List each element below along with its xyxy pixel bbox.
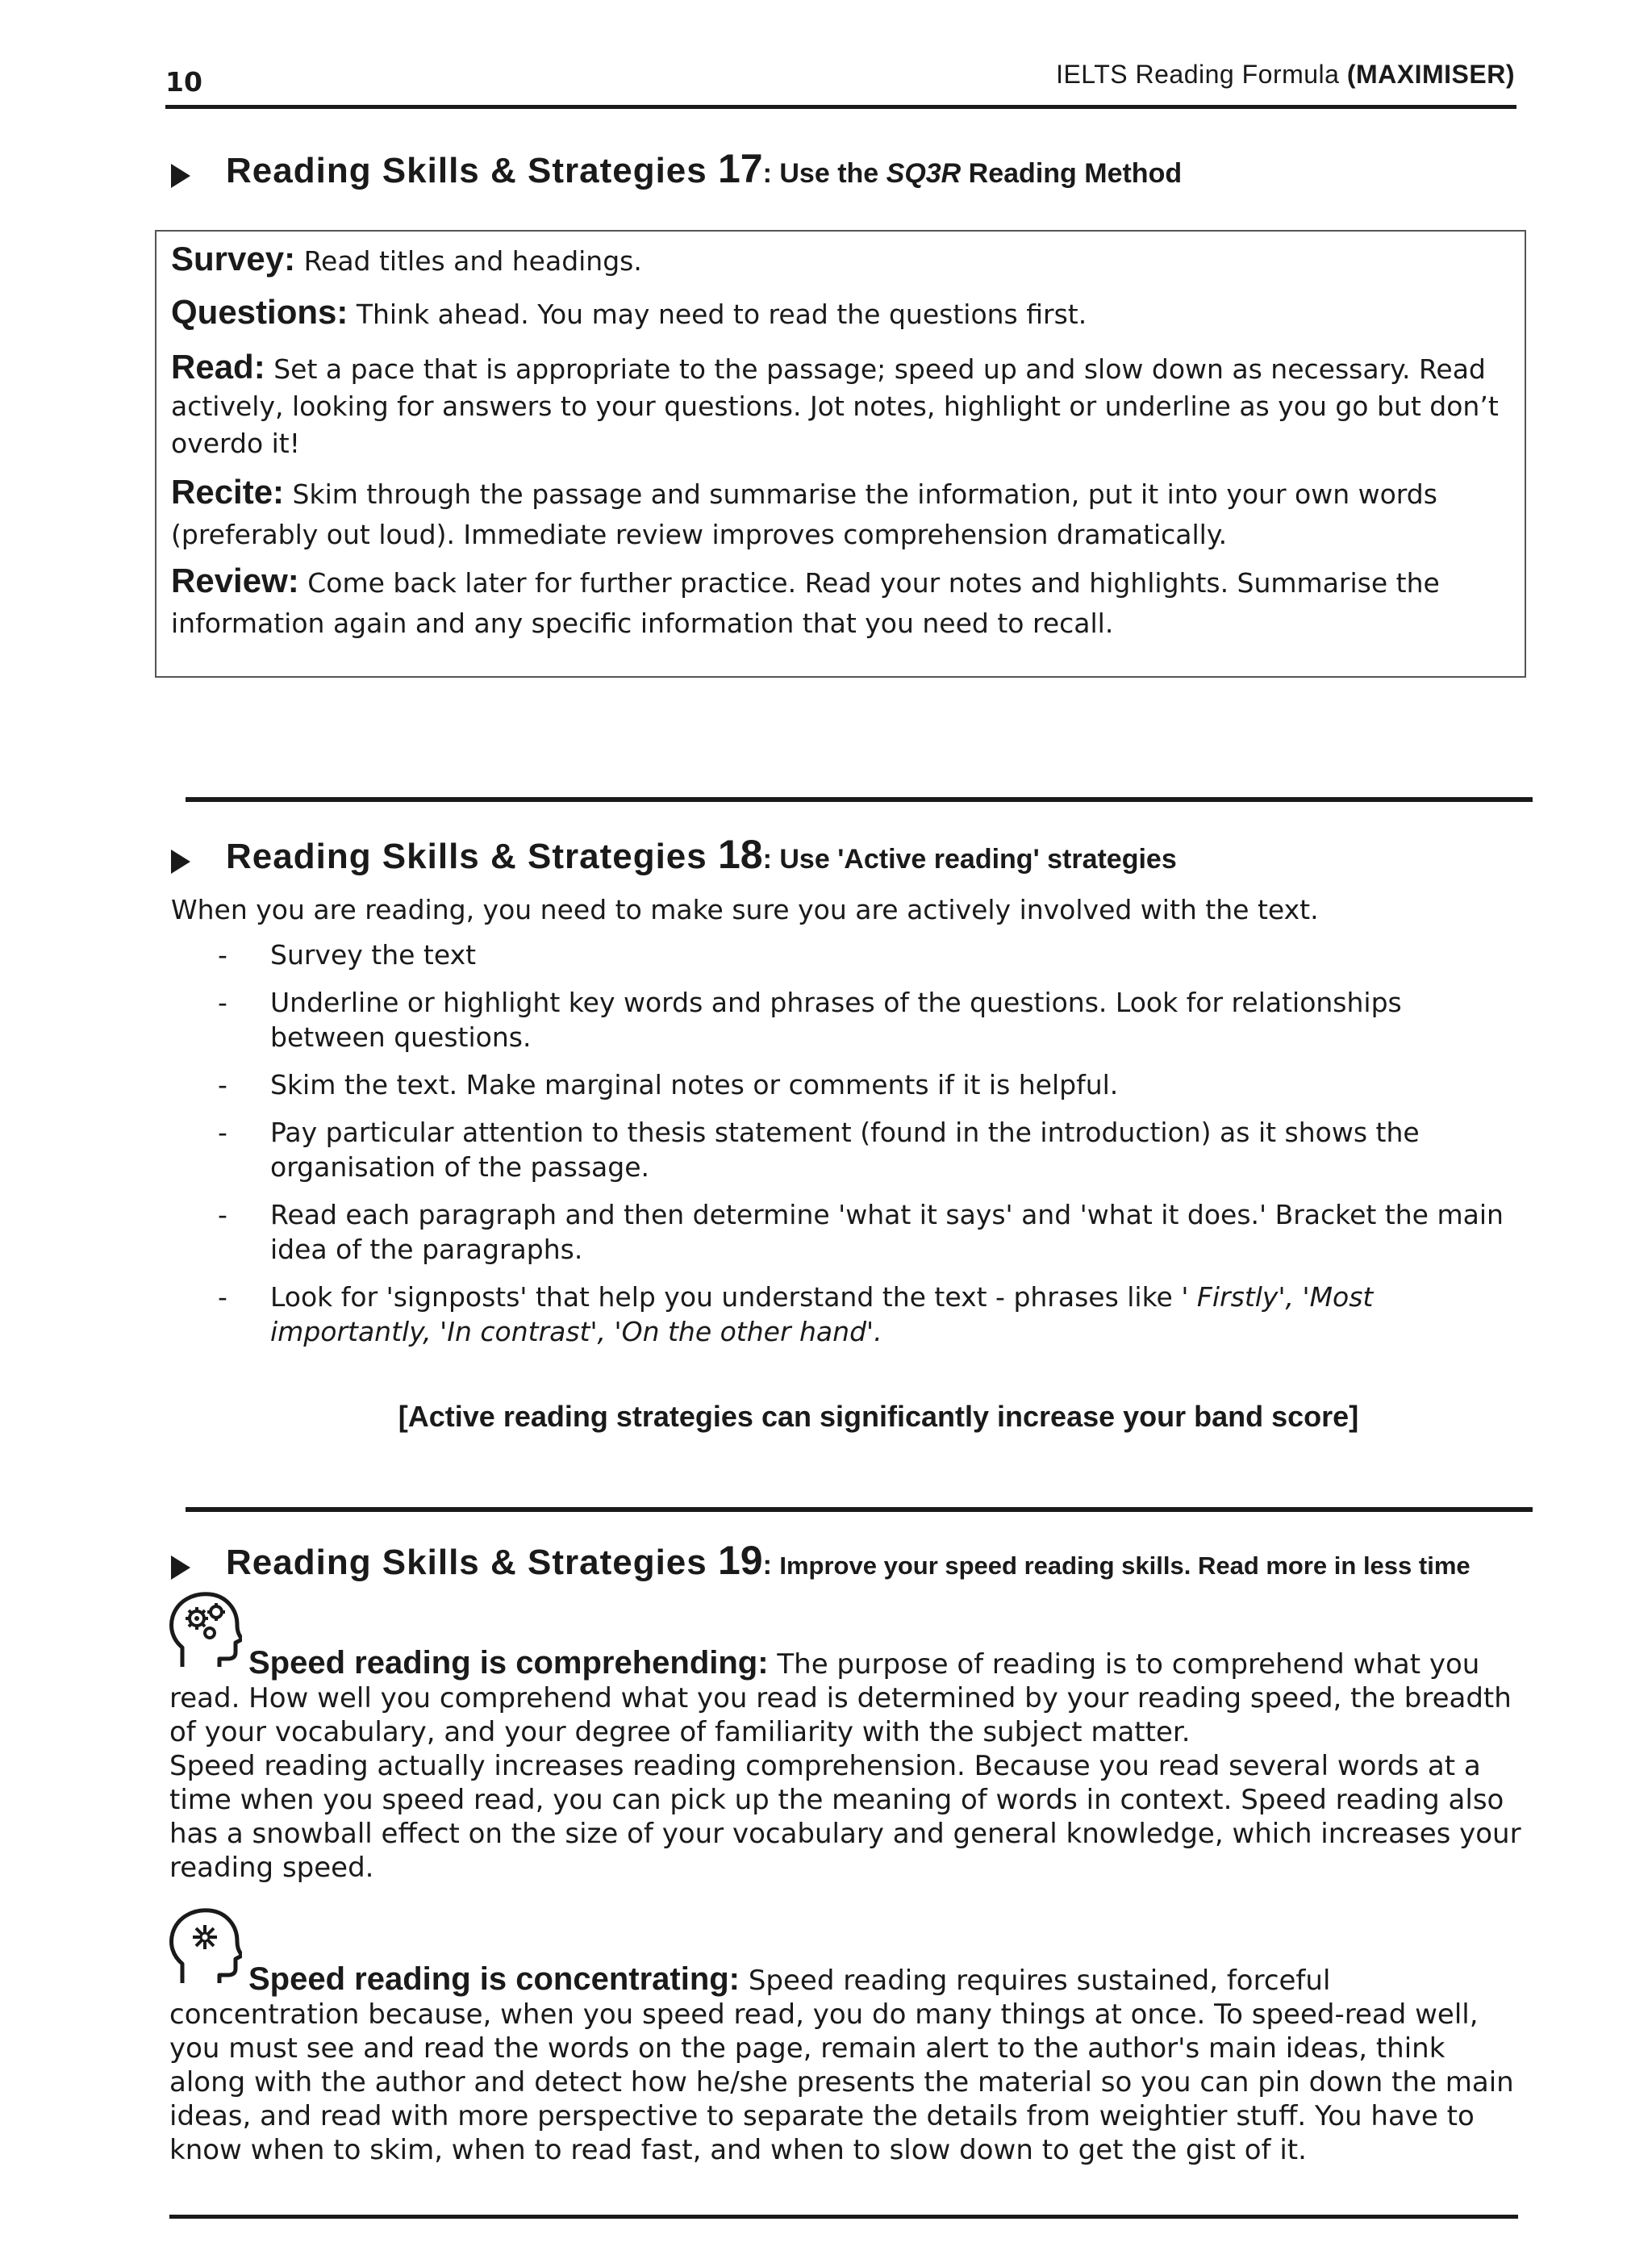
sq3r-read (171, 349, 1518, 462)
survey-label: Survey: (171, 240, 296, 278)
section-19-heading (171, 1537, 1471, 1584)
list-item: - Pay particular attention to thesis statement (found in the introduction) as it shows the organisation of the passage. (218, 1117, 1420, 1183)
heading-colon: : (762, 158, 780, 189)
running-title-bold: (MAXIMISER) (1346, 60, 1515, 89)
recite-text: Skim through the passage and summarise the information, put it into your own words (preferably out loud). Immediate review improves comprehension dramatically. (171, 478, 1437, 550)
list-item-text: Look for 'signposts' that help you understand the text - phrases like (270, 1281, 1182, 1313)
page-number: 10 (165, 66, 202, 98)
questions-label: Questions: (171, 293, 348, 331)
arrow-icon (171, 1556, 190, 1580)
speed-concentrating-paragraph (169, 1962, 1525, 2167)
review-text: Come back later for further practice. Read your notes and highlights. Summarise the information again and any specific information that you need to recall. (171, 567, 1440, 639)
list-item-italic: ' Firstly', 'Most importantly, 'In contrast', 'On the other hand'. (270, 1281, 1374, 1347)
sq3r-survey (171, 241, 1518, 279)
list-item: - Underline or highlight key words and phrases of the questions. Look for relationships between questions. (218, 987, 1402, 1053)
heading-sub: Use the (779, 158, 886, 189)
list-item-text: Underline or highlight key words and phrases of the questions. Look for relationships between questions. (270, 987, 1402, 1053)
running-title (1056, 60, 1515, 90)
strategy-list (214, 937, 1521, 1362)
heading-sub-italic: SQ3R (886, 158, 962, 189)
sq3r-review (171, 561, 1518, 644)
recite-label: Recite: (171, 473, 285, 511)
heading-colon: : (762, 844, 780, 875)
callout-note: [Active reading strategies can significantly increase your band score] (398, 1400, 1359, 1433)
survey-text: Read titles and headings. (295, 245, 642, 277)
read-label: Read: (171, 348, 265, 386)
para-text-2: Speed reading actually increases reading comprehension. Because you read several words at a time when you speed read, you can pick up the meaning of words in context. Speed reading also has a snowball effect on the size of your vocabulary and general knowledge, which increases your reading speed. (169, 1750, 1521, 1884)
para-text: The purpose of reading is to comprehend what you read. How well you comprehend what you read is determined by your reading speed, the breadth of your vocabulary, and your degree of familiarity with the subject matter. (169, 1648, 1512, 1748)
section-18-intro: When you are reading, you need to make sure you are actively involved with the text. (171, 894, 1319, 925)
list-item-text: Skim the text. Make marginal notes or comments if it is helpful. (270, 1069, 1119, 1100)
section-18-rule (186, 797, 1533, 802)
para-lead: Speed reading is concentrating: (248, 1961, 740, 1997)
heading-number: 17 (717, 146, 763, 191)
para-lead: Speed reading is comprehending: (248, 1645, 769, 1681)
list-item-text: Survey the text (270, 939, 477, 971)
section-18-heading (171, 831, 1177, 878)
list-item-text: Read each paragraph and then determine 'what it says' and 'what it does.' Bracket the main idea of the paragraphs. (270, 1199, 1504, 1265)
sq3r-questions (171, 294, 1518, 332)
heading-colon: : (762, 1550, 780, 1581)
running-title-text: IELTS Reading Formula (1056, 60, 1340, 89)
list-item: - Look for 'signposts' that help you understand the text - phrases like ' Firstly', 'Most importantly, 'In contrast', 'On the other hand'. (218, 1281, 1374, 1347)
arrow-icon (171, 850, 190, 874)
list-item-text: Pay particular attention to thesis statement (found in the introduction) as it shows the organisation of the passage. (270, 1117, 1420, 1183)
header-rule (165, 105, 1516, 109)
footer-rule (169, 2215, 1518, 2219)
heading-number: 19 (717, 1538, 763, 1583)
heading-sub-post: Reading Method (961, 158, 1183, 189)
questions-text: Think ahead. You may need to read the questions first. (348, 299, 1087, 330)
review-label: Review: (171, 562, 299, 599)
para-text: Speed reading requires sustained, forceful concentration because, when you speed read, you do many things at once. To speed-read well, you must see and read the words on the page, remain alert to the author's main ideas, think along with the author and detect how he/she presents the material so you can pin down the main ideas, and read with more perspective to separate the details from weightier stuff. You have to know when to skim, when to read fast, and when to slow down to get the gist of it. (169, 1965, 1514, 2166)
list-item: - Read each paragraph and then determine 'what it says' and 'what it does.' Bracket the main idea of the paragraphs. (218, 1199, 1504, 1265)
section-17-heading (171, 145, 1182, 192)
speed-comprehending-paragraph (169, 1646, 1525, 1885)
heading-main: Reading Skills & Strategies (226, 1543, 718, 1582)
list-item: - Survey the text (218, 939, 477, 971)
heading-number: 18 (717, 832, 763, 877)
sq3r-box (155, 230, 1526, 678)
heading-main: Reading Skills & Strategies (226, 151, 718, 190)
heading-sub: Use 'Active reading' strategies (779, 844, 1177, 875)
heading-main: Reading Skills & Strategies (226, 837, 718, 876)
arrow-icon (171, 164, 190, 188)
heading-sub: Improve your speed reading skills. Read more in less time (779, 1551, 1471, 1580)
sq3r-recite (171, 472, 1518, 555)
section-19-rule (186, 1507, 1533, 1512)
list-item: - Skim the text. Make marginal notes or comments if it is helpful. (218, 1069, 1119, 1100)
read-text: Set a pace that is appropriate to the passage; speed up and slow down as necessary. Read actively, looking for answers to your questions. Jot notes, highlight or underline as you go but don’t overdo it! (171, 353, 1499, 459)
